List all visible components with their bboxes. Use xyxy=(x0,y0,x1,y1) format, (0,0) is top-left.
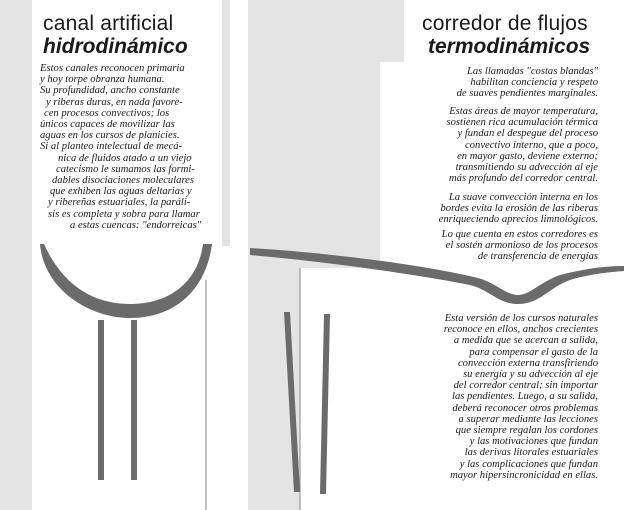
right-line: mayor hipersincronicidad en ellas. xyxy=(450,469,598,481)
right-line: convección externa transfiriendo xyxy=(457,357,598,369)
right-line: Lo que cuenta en estos corredores es xyxy=(441,229,598,240)
right-line: deberá reconocer otros problemas xyxy=(452,402,598,414)
right-line: reconoce en ellos, anchos crecientes xyxy=(443,324,598,336)
right-line: el sostén armonioso de los procesos xyxy=(445,240,598,252)
left-description xyxy=(40,63,226,231)
right-title: corredor de flujos xyxy=(422,12,588,35)
right-line: bordes evita la erosión de las riberas xyxy=(440,203,598,215)
left-line: y hoy torpe obranza humana. xyxy=(40,74,165,86)
left-line: cen procesos convectivos; los xyxy=(44,107,170,119)
right-line: habilitan conciencia y respeto xyxy=(470,77,598,89)
left-line: catecismo le sumamos las formi- xyxy=(56,163,195,175)
right-line: y fundan el despegue del proceso xyxy=(457,128,598,140)
right-line: Las llamadas "costas blandas" xyxy=(466,66,598,77)
right-line: y las complicaciones que fundan xyxy=(459,458,598,470)
left-title: canal artificial xyxy=(43,12,174,35)
right-line: del corredor central; sin importar xyxy=(453,380,598,392)
left-line: únicos capaces de movilizar las xyxy=(40,119,175,131)
right-line: para compensar el gasto de la xyxy=(469,346,598,358)
left-subtitle: hidrodinámico xyxy=(43,35,188,58)
left-line: Si al planteo intelectual de mecá- xyxy=(40,141,183,153)
right-bank-line-1 xyxy=(284,312,300,492)
right-line: sostienen rica acumulación térmica xyxy=(446,117,598,129)
left-line: dables disociaciones moleculares xyxy=(52,175,195,187)
right-line: Estas áreas de mayor temperatura, xyxy=(449,106,598,117)
left-line: sis es completa y sobra para llamar xyxy=(48,208,200,220)
left-line: y riberas duras, en nada favore- xyxy=(46,96,183,108)
right-line: enriqueciendo aprecios limnológicos. xyxy=(438,214,598,226)
right-line: a medida que se acercan a salida, xyxy=(453,335,598,347)
right-line: de transferencia de energías xyxy=(477,251,598,263)
right-line: las derivas litorales estuariales xyxy=(464,447,598,459)
right-line: que siempre regalan los cordones xyxy=(455,425,598,437)
left-line: Estos canales reconocen primaria xyxy=(40,63,185,74)
right-line: y las motivaciones que fundan xyxy=(469,436,598,448)
right-line: La suave convección interna en los xyxy=(448,192,598,203)
right-line: convectivo interno, que a poco, xyxy=(465,139,598,151)
right-line: transmitiendo su advección al eje xyxy=(455,162,598,174)
right-paragraph-4 xyxy=(378,229,598,263)
right-line: en mayor gasto, deviene externo; xyxy=(457,150,598,162)
left-bank-line-1 xyxy=(98,320,104,480)
left-line: Su profundidad, ancho constante xyxy=(40,85,180,97)
left-channel-section xyxy=(40,244,212,318)
right-line: más profundo del corredor central. xyxy=(449,173,598,185)
right-subtitle: termodinámicos xyxy=(428,35,591,58)
left-line: aguas en los cursos de planicies. xyxy=(40,130,180,142)
right-line: a superar mediante las lecciones xyxy=(458,413,598,425)
right-bank-line-2 xyxy=(320,314,330,494)
left-line: a estas cuencas: "endorreicas" xyxy=(70,219,202,231)
right-paragraph-1 xyxy=(378,66,598,100)
left-line: que exhiben las aguas deltarias y xyxy=(50,186,192,198)
right-paragraph-2 xyxy=(378,106,598,184)
right-line: de suaves pendientes marginales. xyxy=(456,88,598,100)
right-line: Esta versión de los cursos naturales xyxy=(444,313,598,324)
left-line: nica de fluidos atado a un viejo xyxy=(58,152,192,164)
right-line: las pendientes. Luego, a su salida, xyxy=(452,391,598,403)
right-paragraph-3 xyxy=(378,192,598,226)
right-paragraph-5 xyxy=(368,313,598,481)
left-bank-line-2 xyxy=(131,320,137,480)
left-line: y ribereñas estuariales, la parálі- xyxy=(48,197,191,209)
right-line: su energía y su advección al eje xyxy=(463,369,598,381)
